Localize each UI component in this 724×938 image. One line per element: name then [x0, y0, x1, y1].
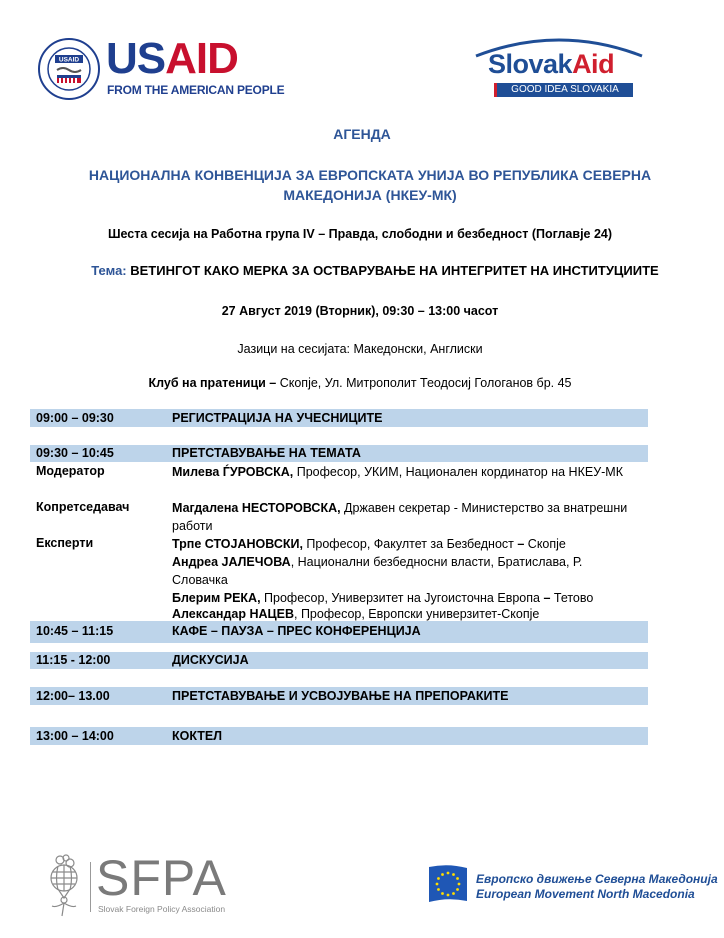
sfpa-emblem-icon	[46, 852, 82, 920]
session-line: Шеста сесија на Работна група IV – Правда, слободни и безбедност (Поглавје 24)	[107, 227, 613, 241]
person-name: Милева ЃУРОВСКА,	[172, 465, 294, 479]
sfpa-wordmark: SFPA	[96, 850, 227, 906]
person-desc: Државен секретар - Министерство за внатрешни работи	[172, 501, 628, 533]
eu-star-icon	[452, 873, 455, 876]
eu-star-icon	[447, 872, 450, 875]
agenda-row-title: ДИСКУСИЈА	[172, 653, 249, 667]
european-movement-name-en: European Movement North Macedonia	[476, 887, 695, 901]
person-name: Трпе СТОЈАНОВСКИ,	[172, 537, 303, 551]
person-city: Скопје	[524, 537, 566, 551]
date-line: 27 Август 2019 (Вторник), 09:30 – 13:00 часот	[221, 304, 499, 318]
moderator-person	[172, 463, 642, 481]
person-desc: , Национални безбедносни власти, Братислава, Р. Словачка	[172, 555, 583, 587]
agenda-title: АГЕНДА	[333, 126, 391, 142]
theme-text: ВЕТИНГОТ КАКО МЕРКА ЗА ОСТВАРУВАЊЕ НА ИНТЕГРИТЕТ НА ИНСТИТУЦИИТЕ	[130, 263, 659, 278]
usaid-seal-icon	[38, 38, 100, 100]
person-desc: Професор, Факултет за Безбедност	[302, 537, 514, 551]
agenda-row-time: 11:15 - 12:00	[36, 653, 111, 667]
theme-label: Тема:	[91, 263, 127, 278]
european-movement-name-mk: Европско движење Северна Македонија	[476, 872, 718, 886]
agenda-row-title: ПРЕТСТАВУВАЊЕ И УСВОЈУВАЊЕ НА ПРЕПОРАКИТЕ	[172, 689, 509, 703]
role-experts-label: Експерти	[36, 536, 94, 550]
eu-star-icon	[452, 892, 455, 895]
agenda-row-title: КОКТЕЛ	[172, 729, 223, 743]
eu-star-icon	[436, 883, 439, 886]
eu-star-icon	[441, 892, 444, 895]
slovakaid-wordmark-slovak: Slovak	[488, 49, 573, 79]
eu-star-icon	[458, 883, 461, 886]
usaid-tagline: FROM THE AMERICAN PEOPLE	[107, 83, 285, 97]
venue-name: Клуб на пратеници –	[148, 376, 277, 390]
agenda-row-title: РЕГИСТРАЦИЈА НА УЧЕСНИЦИТЕ	[172, 411, 383, 425]
convention-title: НАЦИОНАЛНА КОНВЕНЦИЈА ЗА ЕВРОПСКАТА УНИЈА ВО РЕПУБЛИКА СЕВЕРНА МАКЕДОНИЈА (НКЕУ-МК)	[88, 167, 652, 203]
person-desc: Професор, УКИМ, Национален кординатор на НКЕУ-МК	[293, 465, 624, 479]
eu-star-icon	[456, 888, 459, 891]
expert-person	[172, 553, 622, 589]
agenda-row-time: 12:00– 13.00	[36, 689, 110, 703]
eu-star-icon	[456, 877, 459, 880]
usaid-wordmark	[106, 36, 238, 82]
dash: –	[539, 591, 551, 605]
agenda-row-band	[30, 727, 648, 745]
slovakaid-wordmark-aid: Aid	[572, 49, 615, 79]
eu-star-icon	[441, 873, 444, 876]
usaid-wordmark-us: US	[106, 34, 166, 83]
sfpa-tagline: Slovak Foreign Policy Association	[98, 904, 226, 914]
agenda-row-time: 09:30 – 10:45	[36, 446, 114, 460]
copresident-person	[172, 499, 642, 535]
venue-address: Скопје, Ул. Митрополит Теодосиј Гологанов бр. 45	[276, 376, 572, 390]
person-desc: , Професор, Европски универзитет-Скопје	[294, 607, 540, 621]
slovakaid-wordmark	[488, 48, 614, 80]
agenda-row-time: 13:00 – 14:00	[36, 729, 114, 743]
person-name: Магдалена НЕСТОРОВСКА,	[172, 501, 341, 515]
eu-star-icon	[447, 894, 450, 897]
eu-flag-icon	[428, 864, 468, 904]
person-city: Тетово	[550, 591, 594, 605]
languages-line: Јазици на сесијата: Македонски, Англиски	[237, 342, 483, 356]
expert-person	[172, 535, 642, 553]
role-copresident-label: Копретседавач	[36, 500, 130, 514]
role-moderator-label: Модератор	[36, 464, 105, 478]
usaid-wordmark-aid: AID	[165, 34, 238, 83]
eu-star-icon	[437, 877, 440, 880]
svg-text:USAID: USAID	[58, 56, 80, 64]
agenda-row-title: ПРЕТСТАВУВАЊЕ НА ТЕМАТА	[172, 446, 361, 460]
person-name: Андреа ЈАЛЕЧОВА	[172, 555, 291, 569]
agenda-row-time: 09:00 – 09:30	[36, 411, 114, 425]
person-name: Блерим РЕКА,	[172, 591, 261, 605]
agenda-row-title: КАФЕ – ПАУЗА – ПРЕС КОНФЕРЕНЦИЈА	[172, 624, 421, 638]
person-desc: Професор, Универзитет на Југоисточна Европа	[260, 591, 540, 605]
dash: –	[513, 537, 525, 551]
theme-line	[30, 263, 720, 278]
person-name: Александар НАЦЕВ	[172, 607, 294, 621]
slovakaid-tagline: GOOD IDEA SLOVAKIA	[494, 83, 633, 97]
sfpa-divider	[90, 862, 91, 912]
eu-star-icon	[437, 888, 440, 891]
agenda-row-band	[30, 652, 648, 669]
venue-line	[30, 376, 690, 390]
agenda-row-time: 10:45 – 11:15	[36, 624, 114, 638]
